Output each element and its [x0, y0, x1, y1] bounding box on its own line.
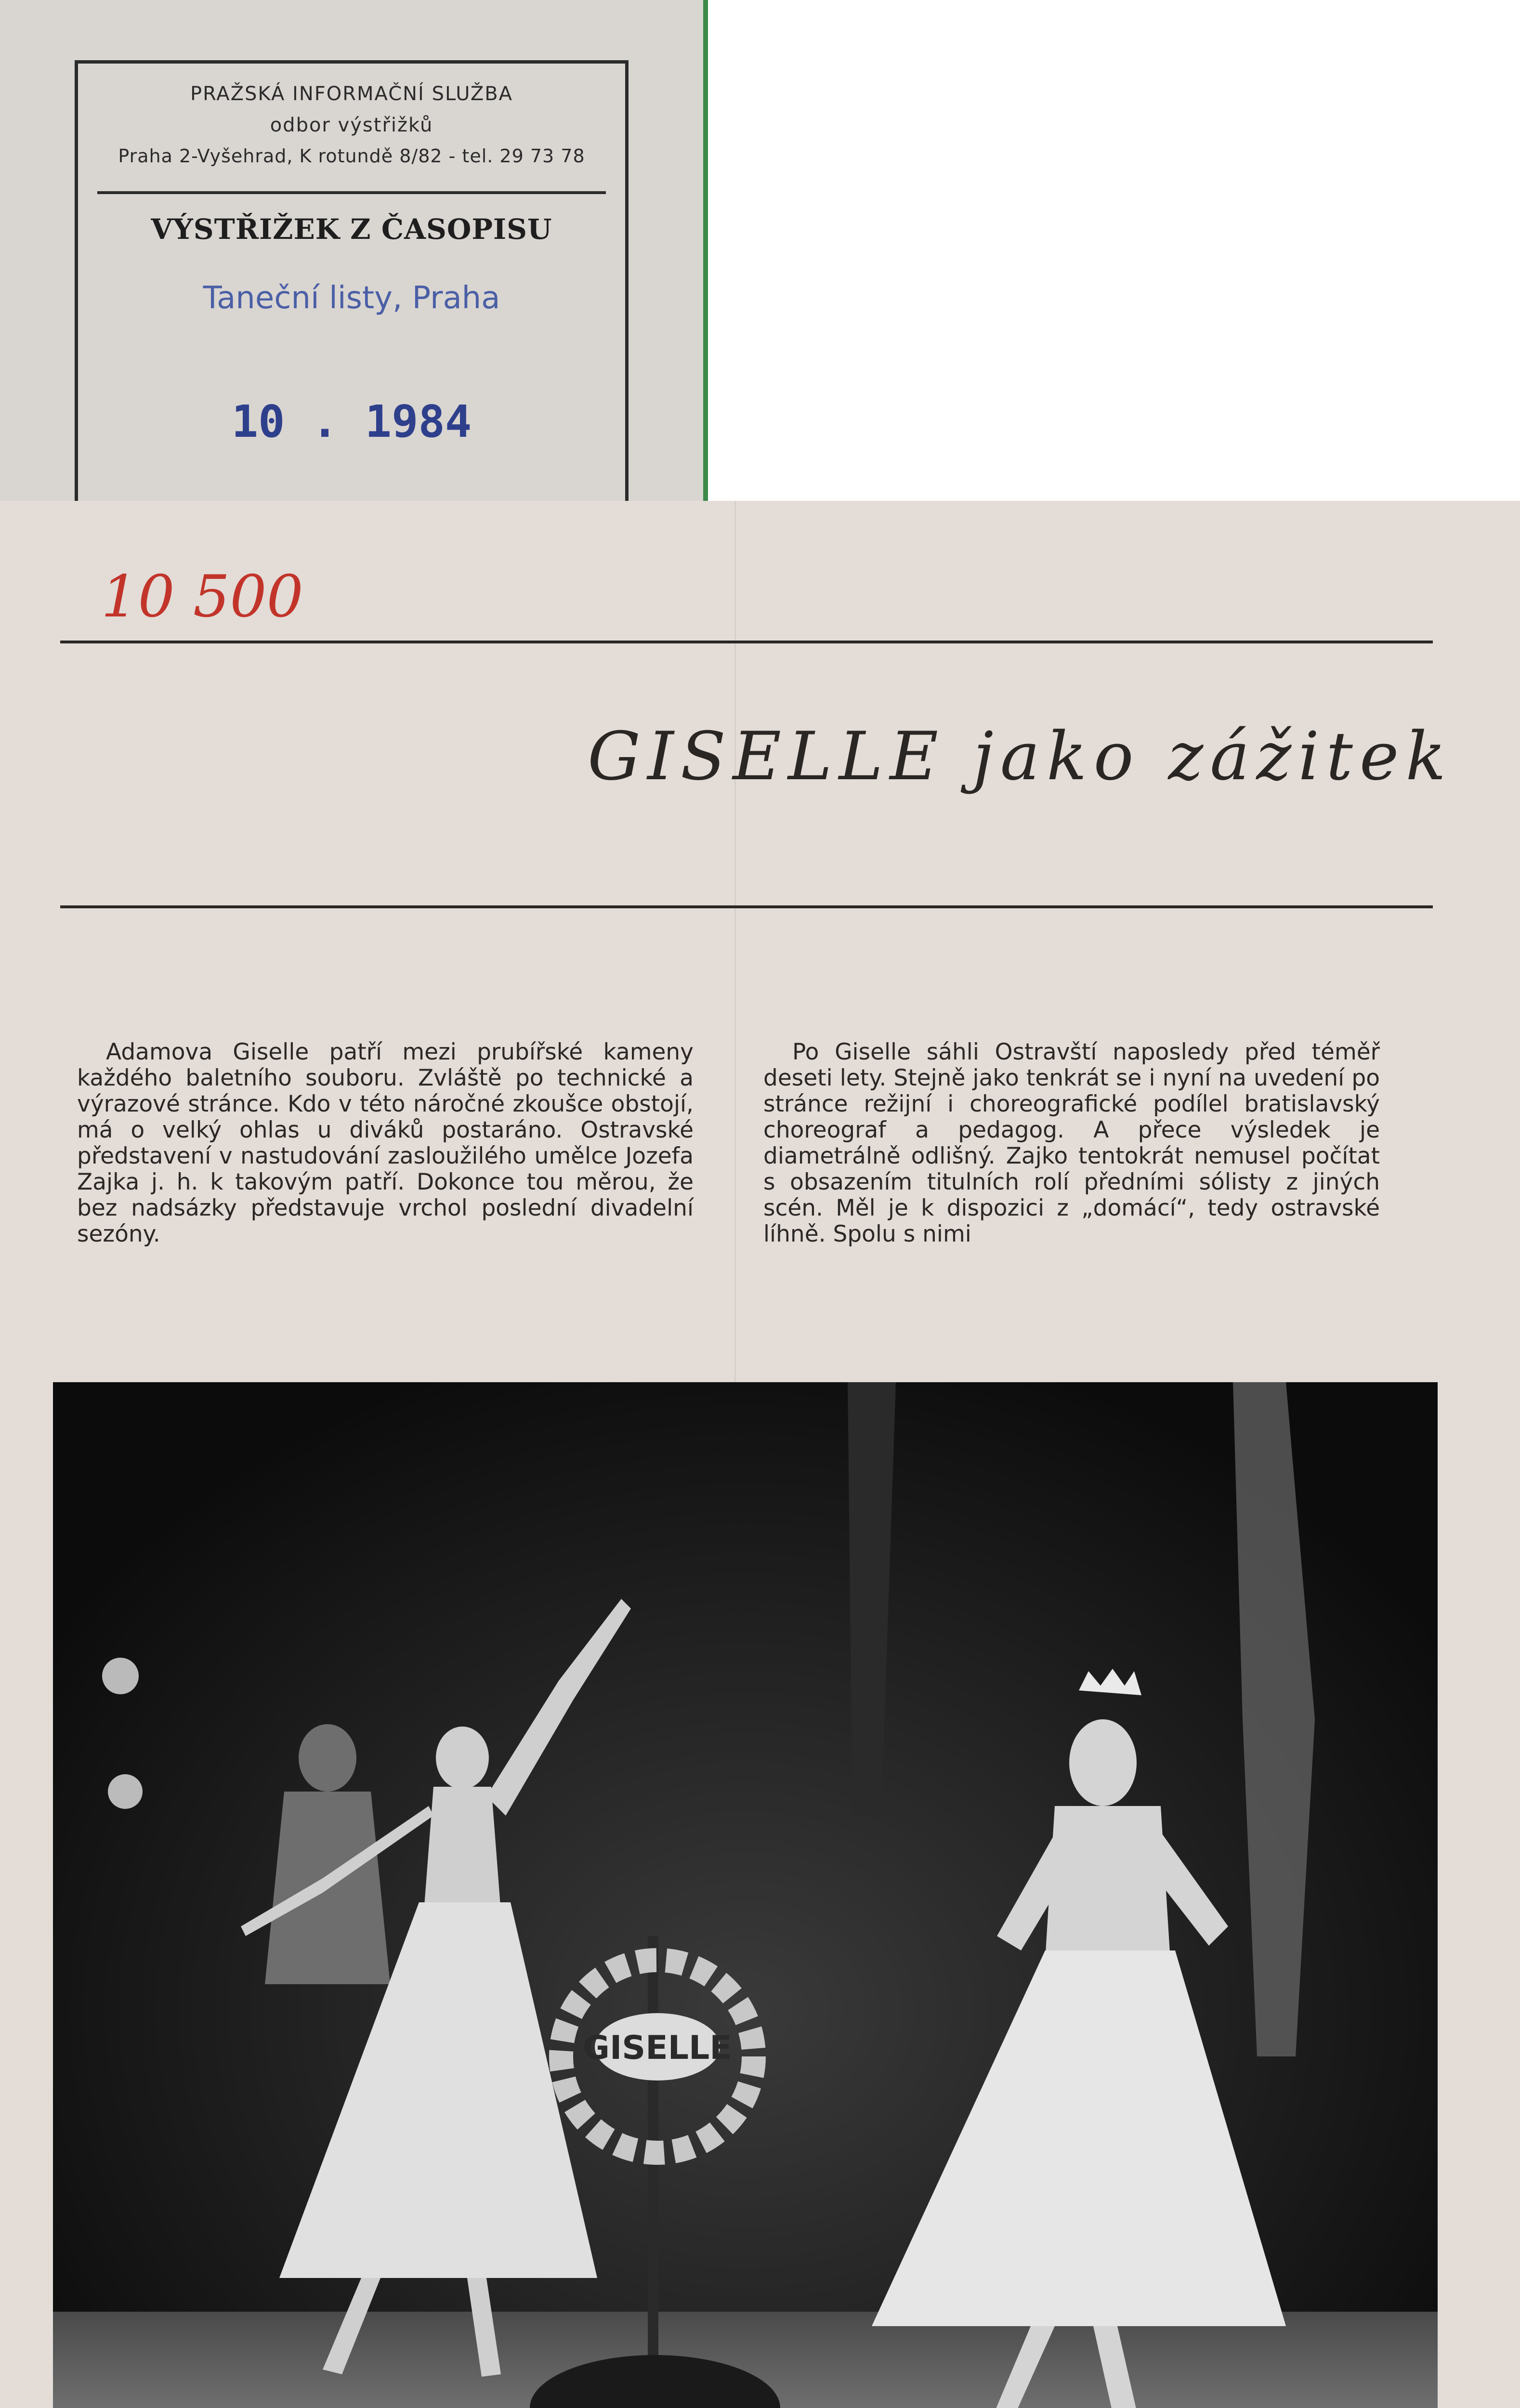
- stamp-department: odbor výstřižků: [270, 114, 433, 136]
- stamp-divider: [97, 191, 606, 194]
- stamp-title: VÝSTŘIŽEK Z ČASOPISU: [151, 213, 552, 246]
- wreath-sign: GISELLE: [583, 2029, 732, 2067]
- handwritten-note: 10 500: [101, 563, 303, 630]
- headline-bottom-rule: [60, 905, 1433, 908]
- stamp-date: 10 . 1984: [231, 396, 472, 447]
- stamp-magazine: Taneční listy, Praha: [203, 280, 500, 316]
- column-right-text: Po Giselle sáhli Ostravští naposledy před téměř deseti lety. Stejně jako tenkrát se i nyní na uvedení po stránce režijní i choreografické podílel bratislavský choreograf a pedagog. A přece výsledek je diametrálně odlišný. Zajko tentokrát nemusel počítat s obsazením titulních rolí předními sólisty z jiných scén. Měl je k dispozici z „domácí“, tedy ostravské líhně. Spolu s nimi: [763, 1039, 1380, 1247]
- article-column-right: [763, 1039, 1380, 1247]
- article-headline: GISELLE jako zážitek: [588, 718, 1453, 795]
- clipping-stamp-paper: [0, 0, 703, 510]
- magazine-page: [0, 501, 1520, 2408]
- headline-top-rule: [60, 641, 1433, 643]
- stamp-agency: PRAŽSKÁ INFORMAČNÍ SLUŽBA: [190, 83, 513, 105]
- clipping-stamp: [75, 60, 629, 510]
- ballet-photo: [53, 1382, 1438, 2408]
- ballet-photo-illustration: [53, 1382, 1438, 2408]
- stamp-address: Praha 2-Vyšehrad, K rotundě 8/82 - tel. 29 73 78: [118, 145, 585, 167]
- column-left-text: Adamova Giselle patří mezi prubířské kameny každého baletního souboru. Zvláště po technické a výrazové stránce. Kdo v této náročné zkoušce obstojí, má o velký ohlas u diváků postaráno. Ostravské představení v nastudování zasloužilého umělce Jozefa Zajka j. h. k takovým patří. Dokonce tou měrou, že bez nadsázky představuje vrchol poslední divadelní sezóny.: [77, 1039, 694, 1247]
- article-column-left: [77, 1039, 694, 1247]
